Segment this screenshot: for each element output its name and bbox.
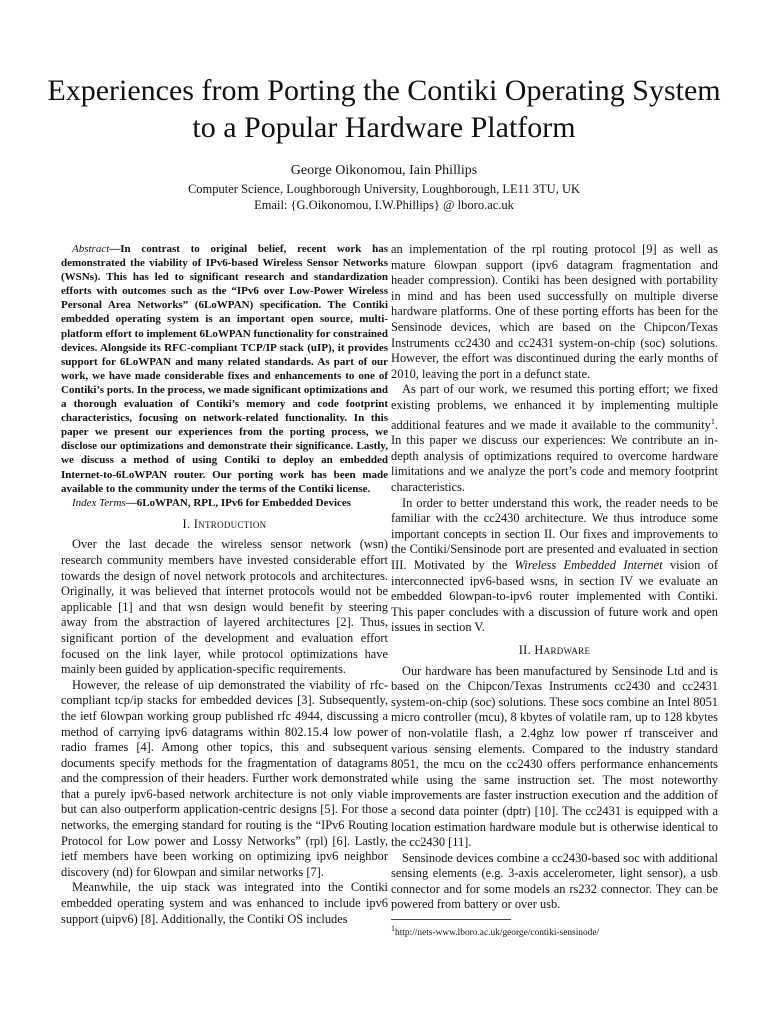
intro-paragraph-3: Meanwhile, the uip stack was integrated into the Contiki embedded operating system and was enhanced to include ipv6 support (uipv6) [8]. Additionally, the Contiki OS includes bbox=[61, 880, 388, 926]
section-heading-introduction: I. Introduction bbox=[182, 516, 267, 531]
section-heading-hardware: II. Hardware bbox=[518, 642, 591, 657]
abstract-label: Abstract bbox=[72, 243, 110, 255]
hardware-paragraph-1: Our hardware has been manufactured by Sensinode Ltd and is based on the Chipcon/Texas Instruments cc2430 and cc2431 system-on-chip (soc) solutions. These socs combine an Intel 8051 micro controller (mcu), 8 kbytes of volatile ram, up to 128 kbytes of non-volatile flash, a 2.4ghz low power rf transceiver and various sensing elements. Compared to the industry standard 8051, the mcu on the cc2430 offers performance enhancements while using the same instruction set. The most noteworthy improvements are faster instruction execution and the addition of a second data pointer (dptr) [10]. The cc2431 is equipped with a location estimation hardware module but is otherwise identical to the cc2430 [11]. bbox=[391, 663, 718, 850]
footnote-reference-mark: 1 bbox=[710, 416, 715, 426]
index-terms-text: —6LoWPAN, RPL, IPv6 for Embedded Devices bbox=[125, 496, 352, 509]
intro-paragraph-2: However, the release of uip demonstrated the viability of rfc-compliant tcp/ip stacks for embedded devices [3]. Subsequently, the ietf 6lowpan working group published rfc 4944, discussing a method of carrying ipv6 datagrams within 802.15.4 low power radio frames [4]. Among other topics, this and subsequent documents specify methods for the fragmentation of datagrams and the compression of their headers. Further work demonstrated that a purely ipv6-based network architecture is not only viable but can also outperform application-centric designs [5]. For those networks, the emerging standard for routing is the “IPv6 Routing Protocol for Low power and Lossy Networks” (rpl) [6]. Lastly, ietf members have been working on optimizing ipv6 neighbor discovery (nd) for 6lowpan and similar networks [7]. bbox=[61, 677, 388, 879]
author-affiliation: Computer Science, Loughborough University, Loughborough, LE11 3TU, UK bbox=[187, 182, 581, 196]
intro-paragraph-4-continued: . In this paper we discuss our experiences: We contribute an in-depth analysis of optimizations required to overcome hardware limitations and we analyze the port’s code and memory footprint characteristics. bbox=[391, 417, 718, 495]
footnote-mark: 1 bbox=[391, 924, 395, 934]
abstract-paragraph bbox=[61, 242, 388, 496]
intro-paragraph-1: Over the last decade the wireless sensor network (wsn) research community members have invested considerable effort towards the design of novel network protocols and architectures. Originally, it was believed that internet protocols would not be applicable [1] and that wsn design would benefit by steering away from the abstraction of layered architectures [2]. Thus, significant portion of the development and evaluation effort focused on the link layer, while protocol optimizations have mainly been guided by application-specific requirements. bbox=[61, 537, 388, 677]
intro-paragraph-5 bbox=[391, 496, 718, 636]
footnote bbox=[391, 923, 718, 939]
hardware-paragraph-2: Sensinode devices combine a cc2430-based soc with additional sensing elements (e.g. 3-axis accelerometer, light sensor), a usb connector and for some models an rs232 connector. They can be powered from battery or over usb. bbox=[391, 850, 718, 912]
abstract-text: —In contrast to original belief, recent work has demonstrated the viability of IPv6-based Wireless Sensor Networks (WSNs). This has led to significant research and standardization efforts with outcomes such as the “IPv6 over Low-Power Wireless Personal Area Networks” (6LoWPAN) specification. The Contiki embedded operating system is an important open source, multi-platform effort to implement 6LoWPAN functionality for constrained devices. Alongside its RFC-compliant TCP/IP stack (uIP), it provides support for 6LoWPAN and many related standards. As part of our work, we have made considerable fixes and enhancements to one of Contiki’s ports. In the process, we made significant optimizations and a thorough evaluation of Contiki’s memory and code footprint characteristics, focusing on network-related functionality. In this paper we present our experiences from the porting process, we disclose our optimizations and demonstrate their significance. Lastly, we discuss a method of using Contiki to deploy an embedded Internet-to-6LoWPAN router. Our porting work has been made available to the community under the terms of the Contiki license. bbox=[61, 243, 388, 495]
intro-continued-paragraph: an implementation of the rpl routing protocol [9] as well as mature 6lowpan support (ipv6 datagram fragmentation and header compression). Contiki has been designed with portability in mind and has been used successfully on multiple diverse hardware platforms. One of these porting efforts has been for the Sensinode devices, which are based on the Chipcon/Texas Instruments cc2430 and cc2431 system-on-chip (soc) solutions. However, the effort was discontinued during the early months of 2010, leaving the port in a defunct state. bbox=[391, 242, 718, 381]
index-terms-paragraph bbox=[61, 496, 388, 510]
paper-authors: George Oikonomou, Iain Phillips bbox=[290, 163, 478, 178]
author-email: Email: {G.Oikonomou, I.W.Phillips} @ lboro.ac.uk bbox=[254, 198, 514, 212]
footnote-divider bbox=[391, 919, 511, 920]
left-column bbox=[61, 242, 388, 927]
footnote-url: http://nets-www.lboro.ac.uk/george/contiki-sensinode/ bbox=[395, 928, 600, 939]
right-column bbox=[391, 242, 718, 939]
index-terms-label: Index Terms bbox=[72, 496, 126, 509]
paper-title: Experiences from Porting the Contiki Operating System to a Popular Hardware Platform bbox=[47, 74, 721, 144]
intro-paragraph-5-text: In order to better understand this work, the reader needs to be familiar with the cc2430 architecture. We thus introduce some important concepts in section II. Our fixes and improvements to the Contiki/Sensinode port are presented and evaluated in section III. Motivated by the bbox=[391, 495, 718, 572]
intro-paragraph-5-continued: vision of interconnected ipv6-based wsns, in section IV we evaluate an embedded 6lowpan-to-ipv6 router implemented with Contiki. This paper concludes with a discussion of future work and open issues in section V. bbox=[391, 558, 719, 635]
intro-paragraph-4-text: As part of our work, we resumed this porting effort; we fixed existing problems, we enhanced it by implementing multiple additional features and we made it available to the community bbox=[391, 382, 718, 432]
intro-paragraph-4 bbox=[391, 382, 718, 495]
author-affiliation-block bbox=[40, 181, 728, 213]
emphasized-phrase: Wireless Embedded Internet bbox=[514, 558, 663, 572]
